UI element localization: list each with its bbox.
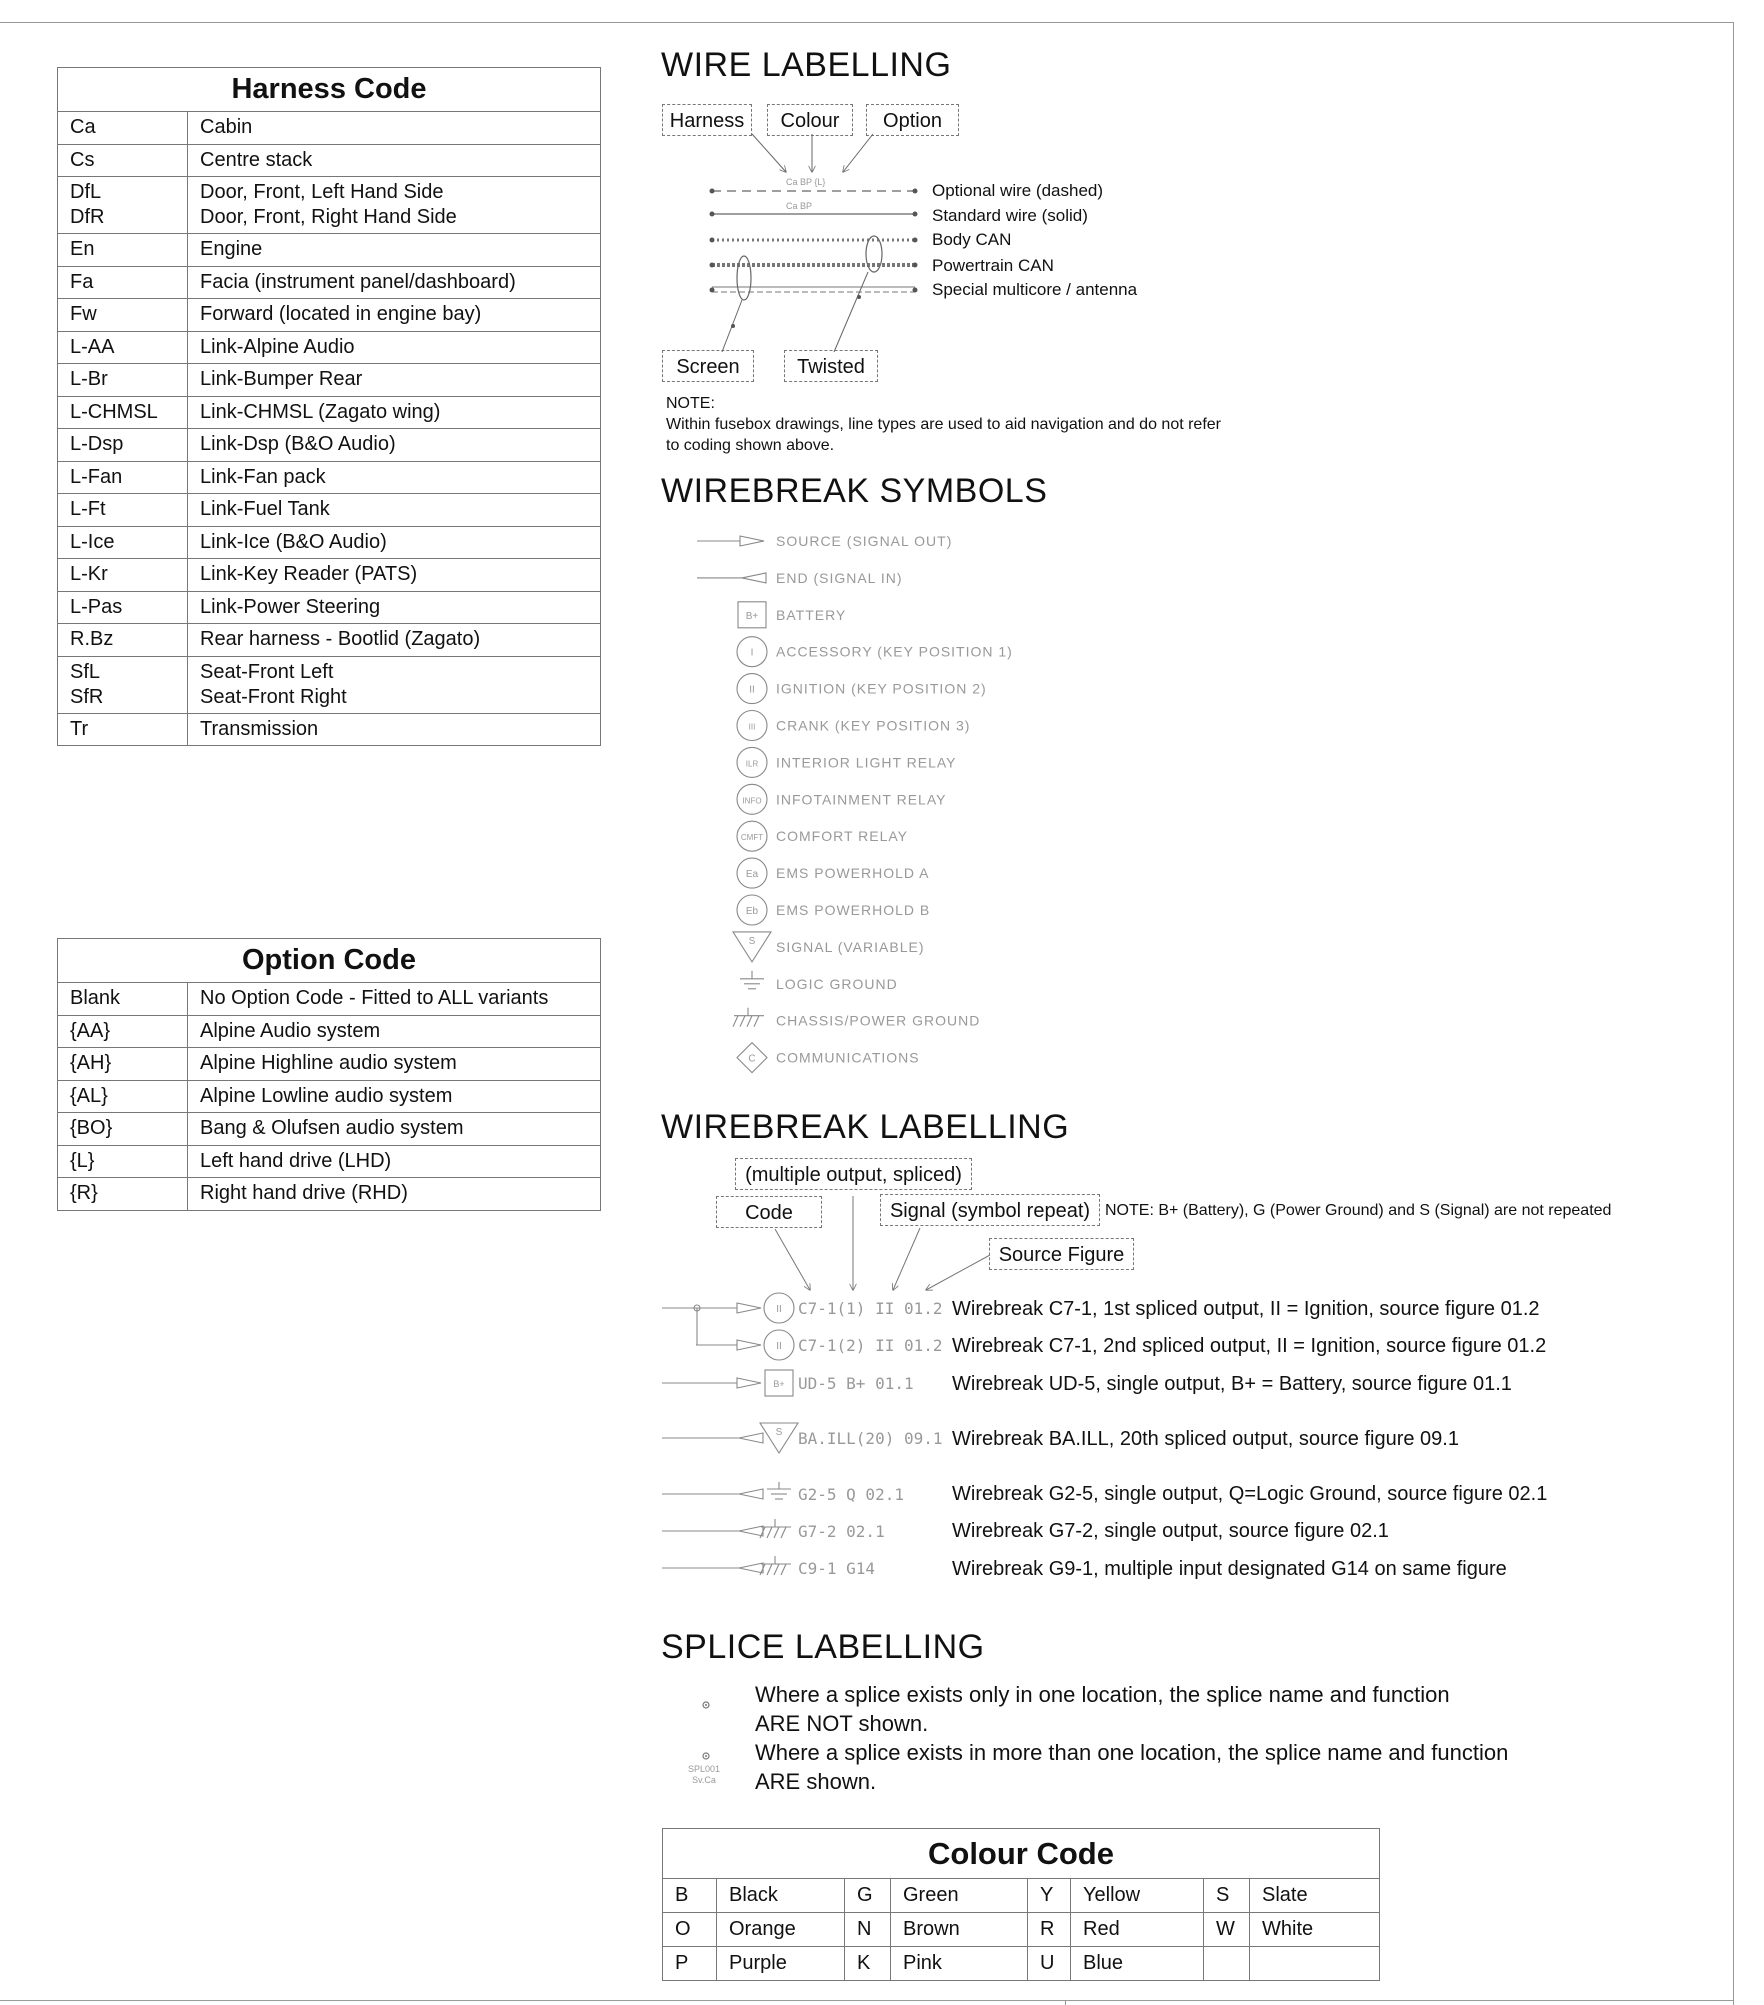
- harness-code-cell: L-Ft: [58, 494, 188, 527]
- colour-name-cell: Slate: [1250, 1879, 1380, 1913]
- wirebreak-label: C7-1(2) II 01.2: [798, 1336, 943, 1355]
- comfort-relay-icon: [737, 821, 908, 851]
- wirebreak-label: C7-1(1) II 01.2: [798, 1299, 943, 1318]
- screen-box: Screen: [662, 350, 754, 382]
- colour-name-cell: Brown: [891, 1913, 1028, 1947]
- symbol-label: EMS POWERHOLD A: [776, 865, 930, 882]
- twisted-box: Twisted: [784, 350, 878, 382]
- wirebreak-example-row: [662, 1370, 914, 1396]
- colour-letter-cell: U: [1028, 1947, 1071, 1981]
- option-code-cell: {L}: [58, 1145, 188, 1178]
- harness-code-cell: L-CHMSL: [58, 396, 188, 429]
- colour-letter-cell: N: [845, 1913, 891, 1947]
- crank-icon: [737, 711, 970, 741]
- harness-code-cell: Fw: [58, 299, 188, 332]
- wirebreak-example-row: [696, 1330, 943, 1360]
- harness-desc-cell: Facia (instrument panel/dashboard): [188, 266, 601, 299]
- colour-letter-cell: B: [663, 1879, 717, 1913]
- ignition-icon: [737, 674, 987, 704]
- splice-symbols: [688, 1702, 720, 1785]
- wirebreak-symbol-list: [697, 533, 1013, 1073]
- option-desc-cell: Alpine Highline audio system: [188, 1048, 601, 1081]
- wirebreak-symbols-title: WIREBREAK SYMBOLS: [661, 472, 1048, 510]
- source-arrow-icon: [697, 533, 952, 549]
- symbol-label: SIGNAL (VARIABLE): [776, 938, 925, 955]
- symbol-label: CHASSIS/POWER GROUND: [776, 1012, 981, 1029]
- ems-powerhold-a-icon: [737, 858, 929, 888]
- colour-letter-cell: W: [1204, 1913, 1250, 1947]
- harness-desc-cell: Link-CHMSL (Zagato wing): [188, 396, 601, 429]
- harness-desc-cell: Link-Alpine Audio: [188, 331, 601, 364]
- option-code-title: Option Code: [58, 939, 601, 983]
- harness-code-cell: L-Dsp: [58, 429, 188, 462]
- harness-code-cell: L-Ice: [58, 526, 188, 559]
- colour-name-cell: Blue: [1071, 1947, 1204, 1981]
- wirebreak-examples: [662, 1196, 990, 1578]
- wirebreak-leader-lines: [775, 1196, 990, 1290]
- option-code-cell: {R}: [58, 1178, 188, 1211]
- wire-label-standard: Ca BP: [786, 201, 813, 211]
- harness-desc-cell: Link-Fuel Tank: [188, 494, 601, 527]
- harness-desc-cell: Forward (located in engine bay): [188, 299, 601, 332]
- comfort-relay-icon-glyph: CMFT: [740, 833, 764, 843]
- symbol-label: EMS POWERHOLD B: [776, 902, 931, 918]
- splice-name-label: SPL001: [688, 1764, 721, 1774]
- harness-desc-cell: Link-Power Steering: [188, 591, 601, 624]
- wirebreak-desc-2: Wirebreak C7-1, 2nd spliced output, II = Ignition, source figure 01.2: [952, 1335, 1547, 1357]
- interior-light-relay-icon: [737, 747, 957, 777]
- legend-powertrain-can: Powertrain CAN: [932, 256, 1054, 275]
- wirebreak-example-glyph: B+: [773, 1379, 785, 1389]
- legend-special-multicore: Special multicore / antenna: [932, 280, 1138, 299]
- ems-powerhold-b-icon-glyph: Eb: [745, 906, 759, 917]
- colour-name-cell: Green: [891, 1879, 1028, 1913]
- chassis-ground-icon: [733, 1008, 980, 1029]
- colour-letter-cell: P: [663, 1947, 717, 1981]
- ignition-icon-glyph: II: [749, 684, 755, 696]
- symbol-label: LOGIC GROUND: [776, 975, 898, 992]
- wirebreak-example-row: [662, 1482, 904, 1504]
- wirebreak-desc-7: Wirebreak G9-1, multiple input designated G14 on same figure: [952, 1558, 1507, 1580]
- harness-desc-cell: Link-Fan pack: [188, 461, 601, 494]
- wirebreak-example-glyph: II: [776, 1304, 782, 1315]
- code-box: Code: [716, 1196, 822, 1228]
- wirebreak-label: BA.ILL(20) 09.1: [798, 1429, 943, 1448]
- harness-code-cell: SfL SfR: [58, 656, 188, 713]
- harness-desc-cell: Rear harness - Bootlid (Zagato): [188, 624, 601, 657]
- option-code-cell: {BO}: [58, 1113, 188, 1146]
- harness-code-cell: L-Br: [58, 364, 188, 397]
- harness-code-cell: R.Bz: [58, 624, 188, 657]
- harness-desc-cell: Centre stack: [188, 144, 601, 177]
- colour-letter-cell: O: [663, 1913, 717, 1947]
- harness-desc-cell: Seat-Front Left Seat-Front Right: [188, 656, 601, 713]
- wirebreak-label: G7-2 02.1: [798, 1522, 885, 1541]
- wirebreak-example-glyph: II: [776, 1341, 782, 1352]
- infotainment-relay-icon: [737, 784, 946, 814]
- wirebreak-labelling-title: WIREBREAK LABELLING: [661, 1108, 1070, 1146]
- symbol-label: COMMUNICATIONS: [776, 1049, 920, 1066]
- wirebreak-example-row: [662, 1556, 875, 1578]
- legend-body-can: Body CAN: [932, 230, 1012, 249]
- symbol-label: CRANK (KEY POSITION 3): [776, 717, 971, 734]
- wirebreak-desc-1: Wirebreak C7-1, 1st spliced output, II = Ignition, source figure 01.2: [952, 1298, 1540, 1320]
- signal-variable-icon: [733, 932, 924, 962]
- harness-code-title: Harness Code: [58, 68, 601, 112]
- battery-icon-glyph: B+: [745, 610, 759, 622]
- harness-code-cell: Fa: [58, 266, 188, 299]
- splice-branch: [694, 1305, 700, 1345]
- harness-desc-cell: Link-Dsp (B&O Audio): [188, 429, 601, 462]
- wirebreak-example-row: [662, 1519, 885, 1541]
- harness-desc-cell: Transmission: [188, 713, 601, 746]
- colour-name-cell: Orange: [717, 1913, 845, 1947]
- option-code-cell: Blank: [58, 983, 188, 1016]
- colour-name-cell: White: [1250, 1913, 1380, 1947]
- accessory-icon-glyph: I: [750, 647, 754, 659]
- colour-code-title: Colour Code: [663, 1829, 1380, 1879]
- symbol-label: IGNITION (KEY POSITION 2): [776, 680, 987, 697]
- legend-optional-wire: Optional wire (dashed): [932, 181, 1104, 200]
- wire-labelling-title: WIRE LABELLING: [661, 46, 952, 84]
- harness-desc-cell: Door, Front, Left Hand Side Door, Front, Right Hand Side: [188, 177, 601, 234]
- wirebreak-desc-6: Wirebreak G7-2, single output, source figure 02.1: [952, 1520, 1389, 1542]
- wirebreak-label: C9-1 G14: [798, 1559, 876, 1578]
- harness-code-cell: L-Pas: [58, 591, 188, 624]
- harness-box: Harness: [662, 104, 752, 136]
- wire-examples: [710, 134, 918, 352]
- colour-name-cell: Pink: [891, 1947, 1028, 1981]
- colour-letter-cell: R: [1028, 1913, 1071, 1947]
- colour-letter-cell: G: [845, 1879, 891, 1913]
- battery-icon: [738, 602, 846, 628]
- option-desc-cell: Left hand drive (LHD): [188, 1145, 601, 1178]
- harness-code-cell: L-Fan: [58, 461, 188, 494]
- harness-desc-cell: Engine: [188, 234, 601, 267]
- harness-desc-cell: Cabin: [188, 112, 601, 145]
- harness-code-cell: Tr: [58, 713, 188, 746]
- symbol-label: INFOTAINMENT RELAY: [776, 791, 947, 808]
- ems-powerhold-a-icon-glyph: Ea: [745, 869, 759, 881]
- multiple-output-box: (multiple output, spliced): [735, 1158, 972, 1190]
- signal-box: Signal (symbol repeat): [880, 1194, 1100, 1226]
- wirebreak-example-rows: [662, 1293, 943, 1578]
- harness-desc-cell: Link-Ice (B&O Audio): [188, 526, 601, 559]
- symbol-label: COMFORT RELAY: [776, 828, 909, 845]
- splice-function-label: Sv.Ca: [692, 1775, 716, 1785]
- option-desc-cell: Right hand drive (RHD): [188, 1178, 601, 1211]
- symbol-label: INTERIOR LIGHT RELAY: [776, 754, 957, 771]
- wirebreak-label: UD-5 B+ 01.1: [798, 1374, 914, 1393]
- harness-code-cell: Ca: [58, 112, 188, 145]
- symbol-label: END (SIGNAL IN): [776, 569, 903, 586]
- interior-light-relay-icon-glyph: ILR: [745, 759, 759, 769]
- colour-name-cell: Red: [1071, 1913, 1204, 1947]
- harness-code-cell: Cs: [58, 144, 188, 177]
- infotainment-relay-icon-glyph: INFO: [742, 796, 762, 806]
- legend-standard-wire: Standard wire (solid): [932, 206, 1088, 225]
- end-arrow-icon: [697, 570, 903, 586]
- option-code-cell: {AA}: [58, 1015, 188, 1048]
- harness-code-cell: L-Kr: [58, 559, 188, 592]
- option-box: Option: [866, 104, 959, 136]
- communications-icon-glyph: C: [748, 1053, 756, 1065]
- colour-letter-cell: K: [845, 1947, 891, 1981]
- harness-desc-cell: Link-Key Reader (PATS): [188, 559, 601, 592]
- splice-note-single: Where a splice exists only in one location, the splice name and function ARE NOT shown.: [755, 1682, 1450, 1736]
- colour-letter-cell: Y: [1028, 1879, 1071, 1913]
- splice-labelling-title: SPLICE LABELLING: [661, 1628, 985, 1666]
- ems-powerhold-b-icon: [737, 895, 930, 925]
- harness-desc-cell: Link-Bumper Rear: [188, 364, 601, 397]
- harness-code-cell: DfL DfR: [58, 177, 188, 234]
- wirebreak-desc-4: Wirebreak BA.ILL, 20th spliced output, source figure 09.1: [952, 1428, 1459, 1450]
- colour-box: Colour: [767, 104, 853, 136]
- harness-code-cell: En: [58, 234, 188, 267]
- accessory-icon: [737, 637, 1013, 667]
- symbol-label: SOURCE (SIGNAL OUT): [776, 533, 953, 549]
- wire-leader-lines: [722, 134, 873, 352]
- option-desc-cell: Bang & Olufsen audio system: [188, 1113, 601, 1146]
- communications-icon: [737, 1043, 920, 1073]
- signal-variable-icon-glyph: S: [748, 935, 756, 947]
- wire-label-optional: Ca BP {L}: [786, 177, 826, 187]
- option-desc-cell: Alpine Audio system: [188, 1015, 601, 1048]
- wire-note-body: Within fusebox drawings, line types are used to aid navigation and do not refer to coding shown above.: [666, 416, 1221, 454]
- logic-ground-icon: [740, 971, 898, 992]
- option-desc-cell: Alpine Lowline audio system: [188, 1080, 601, 1113]
- symbol-label: BATTERY: [776, 606, 847, 623]
- source-figure-box: Source Figure: [989, 1238, 1134, 1270]
- crank-icon-glyph: III: [748, 722, 756, 732]
- wirebreak-label: G2-5 Q 02.1: [798, 1485, 904, 1504]
- colour-letter-cell: S: [1204, 1879, 1250, 1913]
- harness-code-cell: L-AA: [58, 331, 188, 364]
- option-code-cell: {AL}: [58, 1080, 188, 1113]
- wirebreak-desc-5: Wirebreak G2-5, single output, Q=Logic Ground, source figure 02.1: [952, 1483, 1548, 1505]
- wirebreak-example-row: [662, 1293, 943, 1323]
- option-code-cell: {AH}: [58, 1048, 188, 1081]
- wirebreak-note: NOTE: B+ (Battery), G (Power Ground) and S (Signal) are not repeated: [1105, 1202, 1612, 1219]
- symbol-label: ACCESSORY (KEY POSITION 1): [776, 643, 1013, 660]
- wirebreak-desc-3: Wirebreak UD-5, single output, B+ = Battery, source figure 01.1: [952, 1373, 1512, 1395]
- colour-name-cell: Black: [717, 1879, 845, 1913]
- splice-note-multiple: Where a splice exists in more than one location, the splice name and function ARE shown.: [755, 1740, 1509, 1794]
- wirebreak-example-row: [662, 1423, 943, 1453]
- wirebreak-example-glyph: S: [775, 1427, 783, 1438]
- colour-name-cell: Yellow: [1071, 1879, 1204, 1913]
- wire-note-title: NOTE:: [666, 395, 715, 412]
- colour-name-cell: Purple: [717, 1947, 845, 1981]
- screen-symbol-icon: [737, 256, 751, 300]
- option-desc-cell: No Option Code - Fitted to ALL variants: [188, 983, 601, 1016]
